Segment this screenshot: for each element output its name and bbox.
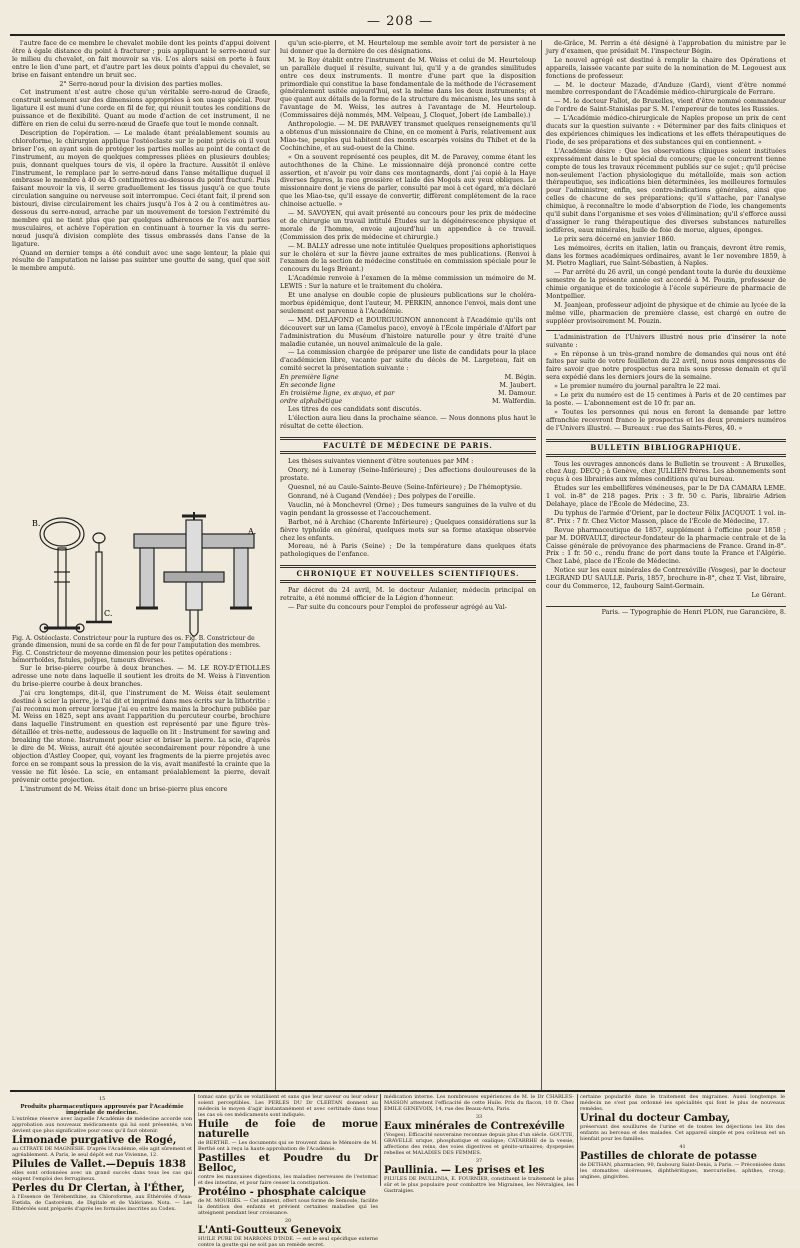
ad-text: tomac sans qu'ils se volatilisent et sans que leur saveur ou leur odeur soient perceptibles. Les PERLES DU Dr CLERTAN donnent au médecin le moyen d'agir instantanément et avec certitude dans tous les cas où ces médicaments sont indiqués. <box>198 1094 378 1118</box>
ads-rule <box>10 1090 785 1092</box>
ad-text: (Vosges). Efficacité souveraine reconnue depuis plus d'un siècle. GOUTTE, GRAVELLE urique, phosphatique et oxalique; CATARRHE de la vessie, affections des reins, des voies digestives et génito-urinaires; dyspepsies rebelles et MALADIES DES FEMMES. <box>384 1132 574 1156</box>
ad-text: préservant des souillures de l'urine et de toutes les déjections les lits des enfants au berceau et des malades. Cet appareil simple et peu coûteux est un bienfait pour les familles. <box>580 1124 785 1142</box>
paragraph: Description de l'opération. — Le malade étant préalablement soumis au chloroforme, le chirurgien applique l'ostéoclaste sur le point précis où il veut briser l'os, en ayant soin de protéger les parties molles au point de contact de l'instrument, au moyen de quelques compresses pliées en plusieurs doubles; puis, donnant quelques tours de vis, il opère la fracture. Aussitôt il enlève l'instrument, le remplace par le serre-nœud dans l'anse métallique duquel il embrasse le membre à 40 ou 45 centimètres au-dessous du point fracturé. Puis faisant mouvoir la vis, il serre graduellement les tissus jusqu'à ce que toute circulation sanguine ou nerveuse soit interrompue. Ceci étant fait, il prend son bistouri, divise circulairement les chairs jusqu'à l'os à 2 ou à centimètres au-dessous du serre-nœud, arrache par un mouvement de torsion l'extrémité du membre qui ne tient plus que par quelques adhérences de l'os aux parties musculaires, et achève l'opération en continuant à tourner la vis du serre-nœud jusqu'à division complète des tissus embrassés dans l'anse de la ligature. <box>12 128 270 248</box>
paragraph: L'administration de l'Univers illustré nous prie d'insérer la note suivante : <box>546 332 786 349</box>
paragraph: — L'Académie médico-chirurgicale de Naples propose un prix de cent ducats sur la question suivante : « Déterminer par des faits cliniques et des expériences chimiques les indications et les effets thérapeutiques de l'iode, de ses préparations et des substances qui en contiennent. » <box>546 114 786 146</box>
paragraph: Vauclin, né à Monchevrel (Orne) ; Des tumeurs sanguines de la vulve et du vagin pendant la grossesse et l'accouchement. <box>280 500 536 517</box>
paragraph: — Par suite du concours pour l'emploi de professeur agrégé au Val- <box>288 603 507 611</box>
ad-number: 15 <box>98 1096 106 1102</box>
paragraph: — M. le docteur Fallot, de Bruxelles, vient d'être nommé commandeur de l'ordre de Saint-Stanislas par S. M. l'empereur de toutes les Russies. <box>546 97 786 114</box>
ad-text: au CITRATE DE MAGNÉSIE. D'après l'Académie, elle agit sûrement et agréablement. A Paris, le seul dépôt est rue Vivienne, 12. <box>12 1146 192 1158</box>
ad-text: de DETHAN, pharmacien, 90, faubourg Saint-Denis, à Paris. — Préconisées dans les stomatites ulcéreuses, diphthéritiques, mercurielles, aphthes, croup, angines, gingivites. <box>580 1162 785 1180</box>
ad-title: Protéino - phosphate calcique <box>198 1187 366 1198</box>
ad-number: 41 <box>679 1144 686 1150</box>
separator <box>546 330 786 331</box>
paragraph: » Toutes les personnes qui nous en feront la demande par lettre affranchie recevront franco le prospectus et les deux premiers numéros de l'Univers illustré. — Bureaux : rue des Saints-Pères, 40. » <box>546 407 786 432</box>
paragraph: M. Jeanjean, professeur adjoint de physique et de chimie au lycée de la même ville, pharmacien de première classe, est chargé en outre de suppléer provisoirement M. Pouzin. <box>546 301 786 325</box>
ad-title: Pastilles et Poudre du Dr Belloc, <box>198 1153 378 1174</box>
ad-divider <box>194 1094 195 1186</box>
paragraph: Le prix sera décerné en janvier 1860. <box>554 234 676 243</box>
paragraph: L'instrument de M. Weiss était donc un brise-pierre plus encore <box>20 784 228 793</box>
ad-text: médication interne. Les nombreuses expériences de M. le Dr CHARLES-MASSON attestent l'efficacité de cette Huile. Prix du flacon, 10 fr. Chez EMILE GENEVOIX, 14, rue des Beaux-Arts, Paris. <box>384 1094 574 1112</box>
paragraph: Cet instrument n'est autre chose qu'un véritable serre-nœud de Graefe, construit seulement sur des dimensions appropriées à son usage spécial. Pour ligature il est muni d'une corde en fil de fer, qui réunit toutes les conditions de puissance et de flexibilité. Quant au mode d'action de cet instrument, il ne diffère en rien de celui du serre-nœud de Graefe que tout le monde connaît. <box>12 88 270 129</box>
ad-text: à l'Essence de Térébenthine, au Chloroforme, aux Éthérolés d'Assa-Fœtida, de Castoréum, de Digitale et de Valériane. Nota. — Les Éthérolés sont préparés d'après les formules inscrites au Codex. <box>12 1194 192 1212</box>
ad-divider <box>380 1094 381 1186</box>
paragraph: Quand on dernier temps a été conduit avec une sage lenteur, la plaie qui résulte de l'amputation ne laisse pas suinter une goutte de sang, quel que soit le membre amputé. <box>12 248 270 273</box>
ad-number: 20 <box>284 1218 292 1224</box>
paragraph: M. le Roy établit entre l'instrument de M. Weiss et celui de M. Heurteloup un parallèle duquel il résulte, suivant lui, qu'il y a de grandes similitudes entre ces deux instruments. Il montre d'une part que la disposition primordiale qui constitue la base fondamentale de la méthode de l'écrasement généralement usitée aujourd'hui, est la même dans les deux instruments; et que quant aux détails de la forme de la structure du mécanisme, les uns sont à l'avantage de M. Weiss, les autres à l'avantage de M. Heurteloup. (Commissaires déjà nommés, MM. Velpeau, J. Cloquet, Jobert (de Lamballe).) <box>280 55 536 120</box>
ad-text: PILULES DE PAULLINIA, E. FOURNIER, constituent le traitement le plus sûr et le plus populaire pour combattre les Migraines, les Névralgies, les Gastralgies. <box>384 1176 574 1194</box>
paragraph: Les thèses suivantes viennent d'être soutenues par MM : <box>288 457 474 466</box>
paragraph: — Par arrêté du 26 avril, un congé pendant toute la durée du deuxième semestre de la présente année est accordé à M. Pouzin, professeur de chimie organique et de toxicologie à l'école supérieure de pharmacie de Montpellier. <box>546 268 786 301</box>
book-entry: Études sur les embellifères vénéneuses, par le Dr DA CAMARA LEME. 1 vol. in-8° de 218 pages. Prix : 3 fr. 50 c. Paris, librairie Adrien Delahaye, place de l'École de Médecine, 23. <box>546 484 786 509</box>
ad-column-3 <box>384 1094 574 1194</box>
candidate-rank: En troisième ligne, ex æquo, et par <box>280 388 395 397</box>
paragraph: — M. SAVOYEN, qui avait présenté au concours pour les prix de médecine et de chirurgie un travail intitulé Études sur la dégénérescence physique et morale de l'homme, envoie aujourd'hui un appendice à ce travail. (Commission des prix de médecine et chirurgie.) <box>280 209 536 241</box>
candidate-name: M. Walferdin. <box>492 396 536 405</box>
ad-title: Huile de foie de morue naturelle <box>198 1119 378 1140</box>
column-3 <box>546 40 786 1085</box>
ad-title: Pastilles de chlorate de potasse <box>580 1151 757 1162</box>
ad-title: L'Anti-Goutteux Genevoix <box>198 1225 342 1236</box>
paragraph: — MM. DELAFOND et BOURGUIGNON annoncent à l'Académie qu'ils ont découvert sur un lama (Camelus paco), envoyé à l'École impériale d'Alfort par l'administration du Muséum d'histoire naturelle pour y être traité d'une maladie cutanée, un nouvel animalcule de la gale. <box>280 315 536 348</box>
paragraph: l'autre face de ce membre le chevalet mobile dont les points d'appui doivent être à égale distance du point à fracturer ; puis appliquant le serre-nœud sur le milieu du chevalet, on fait mouvoir sa vis. L'os alors saisi en porte à faux entre le lien d'une part, et d'autre part les deux points d'appui du chevalet, se brise en faisant entendre un bruit sec. <box>12 39 270 79</box>
ad-title: Limonade purgative de Rogé, <box>12 1135 177 1146</box>
paragraph: Sur le brise-pierre courbe à deux branches. — M. LE ROY-D'ÉTIOLLES adresse une note dans laquelle il soutient les droits de M. Weiss à l'invention du brise-pierre courbe à deux branches. <box>12 664 270 688</box>
figure-label-b: B. <box>32 519 41 528</box>
paragraph: Barbot, né à Archiac (Charente Inférieure) ; Quelques considérations sur la fièvre typhoïde en général, quelques mots sur sa forme ataxique observée chez les enfants. <box>280 517 536 542</box>
paragraph: — M. BALLY adresse une note intitulée Quelques propositions aphoristiques sur le choléra et sur la fièvre jaune extraites de mes publications. (Renvoi à l'examen de la section de médecine constituée en commission spéciale pour le concours du legs Bréant.) <box>280 241 537 274</box>
column-1-top <box>12 40 270 510</box>
book-entry: Du typhus de l'armée d'Orient, par le docteur Félix JACQUOT. 1 vol. in-8°. Prix : 7 fr. Chez Victor Masson, place de l'École de Médecine, 17. <box>546 508 786 525</box>
candidate-name: M. Damour. <box>498 388 536 397</box>
candidate-rank: En seconde ligne <box>280 381 336 390</box>
page-number: — 208 — <box>366 14 434 29</box>
paragraph: — M. le docteur Mazade, d'Anduze (Gard), vient d'être nommé membre correspondant de l'Académie médico-chirurgicale de Ferrare. <box>546 80 786 97</box>
ad-number: 37 <box>475 1158 483 1164</box>
column-2 <box>280 40 536 1085</box>
chronique-section-title: CHRONIQUE ET NOUVELLES SCIENTIFIQUES. <box>280 565 536 583</box>
column-divider <box>541 40 542 1090</box>
faculty-section-title: FACULTÉ DE MÉDECINE DE PARIS. <box>280 437 536 455</box>
ad-title: Pilules de Vallet.—Depuis 1838 <box>12 1159 186 1170</box>
ad-text: L'extrême réserve avec laquelle l'Académie de médecine accorde son approbation aux nouveaux médicaments qui lui sont présentés, n'en devient que plus significative pour ceux qu'il faut obtenir. <box>12 1116 192 1134</box>
ad-number: 33 <box>475 1114 483 1120</box>
ad-column-2 <box>198 1094 378 1248</box>
ad-text: de BERTHÉ. — Les documents qui se trouvent dans le Mémoire de M. Berthé ont à reçu la haute approbation de l'Académie. <box>198 1140 378 1152</box>
ad-text: certaine popularité dans le traitement des migraines. Aussi longtemps le médecin ne s'est pas ordonné les spécialités qui font le plus de nouveaux remèdes. <box>580 1094 785 1112</box>
ad-title: Perles du Dr Clertan, à l'Éther, <box>12 1183 185 1194</box>
paragraph: Quesnel, né au Caule-Sainte-Beuve (Seine-Inférieure) ; De l'hémoptysie. <box>288 483 523 492</box>
paragraph: Les mémoires, écrits en italien, latin ou français, devront être remis, dans les formes académiques ordinaires, avant le 1er novembre 1859, à M. Pietro Magliari, rue Saint-Sébastien, à Naples. <box>546 243 786 268</box>
paragraph: Gonrand, né à Cugand (Vendée) ; Des polypes de l'oreille. <box>288 492 476 501</box>
paragraph: Moreau, né à Paris (Seine) ; De la température dans quelques états pathologiques de l'enfance. <box>280 542 536 559</box>
paragraph: Le nouvel agrégé est destiné à remplir la chaire des Opérations et appareils, laissée vacante par suite de la nomination de M. Legouest aux fonctions de professeur. <box>546 55 786 80</box>
paragraph: L'Académie désire : Que les observations cliniques soient instituées expressément dans le but spécial du concours; que le concurrent tienne compte de tous les travaux récemment publiés sur ce sujet ; qu'il précise non-seulement l'action physiologique du métalloïde, mais son action thérapeutique, ses indications bien déterminées, les meilleures formules pour l'administrer, enfin, ses contre-indications générales, ainsi que celles de chacune de ses préparations; qu'il s'attache, par l'analyse chimique, à reconnaître le mode d'absorption de l'iode, les changements qu'il subit dans l'organisme et ses voies d'élimination; qu'il s'efforce aussi d'assigner le rang thérapeutique des diverses substances naturelles iodifères, eaux minérales, huile de foie de morue, algues, éponges. <box>546 146 786 234</box>
ad-text: HUILE PURE DE MARRONS D'INDE. — est le seul spécifique externe contre la goutte qui ne soit pas un remède secret. <box>198 1236 378 1248</box>
ad-text: elles sont ordonnées avec un grand succès dans tous les cas qui exigent l'emploi des ferrugineux. <box>12 1170 192 1182</box>
paragraph: L'Académie renvoie à l'examen de la même commission un mémoire de M. LEWIS : Sur la nature et le traitement du choléra. <box>280 274 536 291</box>
top-rule <box>10 34 785 36</box>
candidate-rank: En première ligne <box>280 373 339 382</box>
paragraph: — La commission chargée de préparer une liste de candidats pour la place d'académicien libre, vacante par suite du décès de M. Largeteau, fait en comité secret la présentation suivante : <box>280 348 536 373</box>
paragraph: de-Grâce, M. Perrin a été désigné à l'approbation du ministre par le jury d'examen, que présidait M. l'inspecteur Bégin. <box>546 39 786 55</box>
ad-heading: Produits pharmaceutiques approuvés par l'Académie impériale de médecine. <box>20 1104 184 1116</box>
paragraph: Les titres de ces candidats sont discutés. <box>288 404 422 413</box>
paragraph: J'ai cru longtemps, dit-il, que l'instrument de M. Weiss était seulement destiné à scier la pierre, je l'ai dit et imprimé dans mes écrits sur la lithotritie : j'ai reconnu mon erreur lorsque j'ai eu entre les mains la brochure publiée par M. Weiss en 1825, sept ans avant l'apparition du percuteur courbe, brochure dans laquelle l'instrument en question est représenté par une figure très-détaillée et très-nette, audessous de laquelle on lit : Instrument for sawing and breaking the stone. Instrument pour scier et briser la pierre. La scie, d'après le dire de M. Weiss, aurait été ajoutée secondairement pour répondre à une objection d'Astley Cooper, qui, voyant les fragments de la pierre projetés avec force en se rompant sous la pression de la vis, avait manifesté la crainte que la vessie ne fût lésée. La scie, en entamant préalablement la pierre, devait prévenir cette projection. <box>12 688 270 784</box>
paragraph: « En réponse à un très-grand nombre de demandes qui nous ont été faites par suite de votre feuilleton du 22 avril, nous nous empressons de faire savoir que notre prospectus sera mis sous presse demain et qu'il sera expédié dans les derniers jours de la semaine. <box>546 349 786 382</box>
candidate-name: M. Jaubert. <box>499 381 536 390</box>
paragraph: Et une analyse en double copie de plusieurs publications sur le choléra-morbus épidémique, dont l'auteur, M. PERKIN, annonce l'envoi, mais dont une seulement est parvenue à l'Académie. <box>280 291 536 315</box>
ad-title: Urinal du docteur Cambay, <box>580 1113 731 1124</box>
candidate-rank: ordre alphabétique <box>280 396 343 405</box>
gerant-signature: Le Gérant. <box>751 591 786 599</box>
paragraph: Anthropologie. — M. DE PARAVEY transmet quelques renseignements qu'il a obtenus d'un missionnaire de Chine, en ce moment à Paris, relativement aux Miao-tse, peuples qui habitent des monts escarpés voisins du Thibet et de la Cochinchine, et au sud-ouest de la Chine. <box>280 120 536 152</box>
paragraph: L'élection aura lieu dans la prochaine séance. — Nous donnons plus haut le résultat de cette élection. <box>280 413 536 430</box>
ad-column-1 <box>12 1094 192 1212</box>
figure-caption: Fig. A. Ostéoclaste. Constricteur pour la rupture des os. Fig. B. Constricteur de grande dimension, muni de sa corde en fil de fer pour l'amputation des membres. Fig. C. Constricteur de moyenne dimension pour les petites opérations : hémorrhoïdes, fistules, polypes, tumeurs diverses. <box>12 635 261 664</box>
paragraph: Onory, né à Luneray (Seine-Inférieure) ; Des affections douloureuses de la prostate. <box>280 466 536 483</box>
figure-label-c: C. <box>104 609 113 618</box>
figure-label-a: A. <box>248 527 257 536</box>
ad-text: de M. MOURIÈS. — Cet aliment, offert sous forme de Semoule, facilite la dentition des enfants et prévient certaines maladies qui les atteignent pendant leur croissance. <box>198 1198 378 1216</box>
book-entry: Revue pharmaceutique de 1857, supplément à l'officine pour 1858 ; par M. DORVAULT, directeur-fondateur de la pharmacie centrale et de la Caisse générale de prévoyance des pharmaciens de France. Grand in-8°. Prix : 1 fr. 50 c., rendu franc de port dans toute la France et l'Algérie. Chez Labé, place de l'École de Médecine. <box>546 525 786 566</box>
ad-column-4 <box>580 1094 785 1186</box>
paragraph: » Le premier numéro du journal paraîtra le 22 mai. <box>554 382 721 391</box>
book-entry: Notice sur les eaux minérales de Contrexéville (Vosges), par le docteur LEGRAND DU SAULLE. Paris, 1857, brochure in-8°, chez T. Vist, libraire, cour du Commerce, 12, faubourg Saint-Germain. <box>546 566 786 591</box>
printer-line: Paris. — Typographie de Henri PLON, rue Garancière, 8. <box>546 606 786 617</box>
paragraph: » Le prix du numéro est de 15 centimes à Paris et de 20 centimes par la poste. — L'abonnement est de 10 fr. par an. <box>546 391 786 407</box>
ad-divider <box>577 1094 578 1186</box>
ad-text: contre les mauvaises digestions, les maladies nerveuses de l'estomac et des intestins, et pour faire cesser la constipation. <box>198 1174 378 1186</box>
bulletin-section-title: BULLETIN BIBLIOGRAPHIQUE. <box>546 439 786 457</box>
column-1-bottom <box>12 665 270 1085</box>
paragraph: Tous les ouvrages annoncés dans le Bulletin se trouvent : A Bruxelles, chez Aug. DECQ ; à Genève, chez JULLIEN frères. Les abonnements sont reçus à ces librairies aux mêmes conditions qu'au bureau. <box>546 459 786 484</box>
paragraph: « On a souvent représenté ces peuples, dit M. de Paravey, comme étant les autochthones de la Chine. Le missionnaire déjà prononcé contre cette assertion, et n'avoir pu voir dans ces montagnards, dont j'ai copié à la Haye diverses figures, la race grossière et laide des Mogols aux yeux obliques. Le missionnaire dont je viens de parler, consulté par moi à cet égard, m'a déclaré que les Miao-tse, qu'il essaye de convertir, diffèrent complétement de la race chinoise actuelle. » <box>280 152 536 209</box>
paragraph: qu'un scie-pierre, et M. Heurteloup me semble avoir tort de persister à ne lui donner que la dernière de ces désignations. <box>280 39 536 55</box>
subheading: 2° Serre-nœud pour la division des parties molles. <box>59 79 223 88</box>
ad-title: Eaux minérales de Contrexéville <box>384 1121 565 1132</box>
ad-title: Paullinia. — Les prises et les <box>384 1165 545 1176</box>
candidate-name: M. Bégin. <box>504 373 536 382</box>
column-divider <box>275 40 276 1090</box>
paragraph: Par décret du 24 avril, M. le docteur Aulanier, médecin principal en retraite, a été nommé officier de la Légion d'honneur. <box>280 586 536 603</box>
